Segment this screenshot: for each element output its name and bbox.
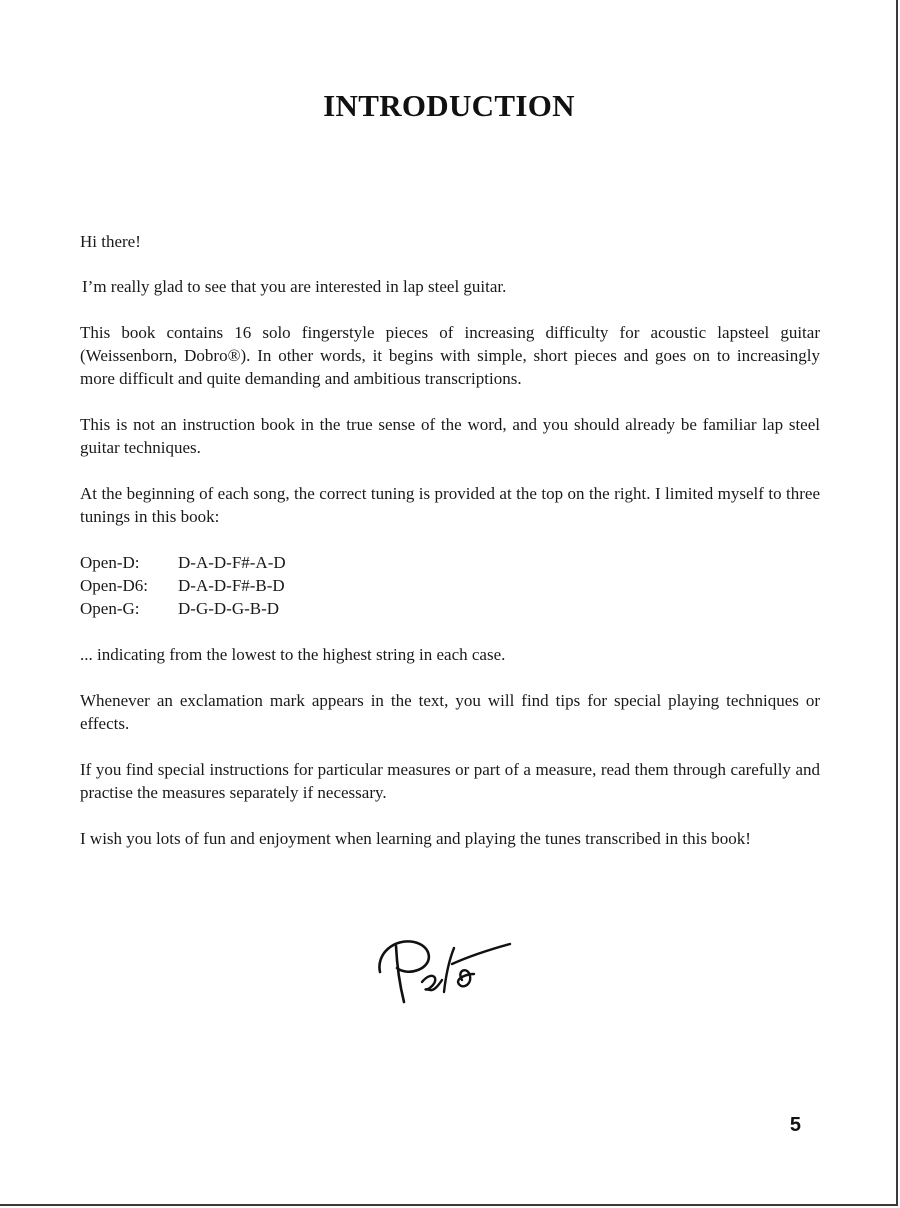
tunings-list	[80, 551, 820, 620]
paragraph-special-instructions: If you find special instructions for particular measures or part of a measure, read them through carefully and practise the measures separately if necessary.	[80, 760, 820, 802]
tuning-notes: D-A-D-F#-A-D	[178, 553, 286, 572]
tuning-row-open-g	[80, 597, 820, 620]
paragraph-interest: I’m really glad to see that you are interested in lap steel guitar.	[82, 277, 507, 296]
tuning-notes: D-A-D-F#-B-D	[178, 576, 285, 595]
tuning-notes: D-G-D-G-B-D	[178, 599, 280, 618]
tuning-name: Open-D:	[80, 553, 140, 572]
tuning-name: Open-G:	[80, 599, 140, 618]
paragraph-not-instruction: This is not an instruction book in the true sense of the word, and you should already be familiar lap steel guitar techniques.	[80, 415, 820, 457]
greeting: Hi there!	[80, 232, 141, 251]
tuning-row-open-d	[80, 551, 820, 574]
paragraph-string-order: ... indicating from the lowest to the highest string in each case.	[80, 645, 506, 664]
paragraph-tunings-intro: At the beginning of each song, the correct tuning is provided at the top on the right. I limited myself to three tunings in this book:	[80, 484, 820, 526]
page-number: 5	[789, 1114, 801, 1136]
page-title: INTRODUCTION	[323, 88, 575, 123]
paragraph-exclamation-tips: Whenever an exclamation mark appears in the text, you will find tips for special playing techniques or effects.	[80, 691, 820, 733]
tuning-row-open-d6	[80, 574, 820, 597]
paragraph-closing-wish: I wish you lots of fun and enjoyment when learning and playing the tunes transcribed in this book!	[80, 829, 751, 848]
introduction-body	[80, 230, 820, 873]
paragraph-contents: This book contains 16 solo fingerstyle pieces of increasing difficulty for acoustic lapsteel guitar (Weissenborn, Dobro®). In other words, it begins with simple, short pieces and goes on to increasingly more difficult and quite demanding and ambitious transcriptions.	[80, 323, 820, 388]
tuning-name: Open-D6:	[80, 576, 148, 595]
handwritten-signature	[370, 930, 520, 1015]
